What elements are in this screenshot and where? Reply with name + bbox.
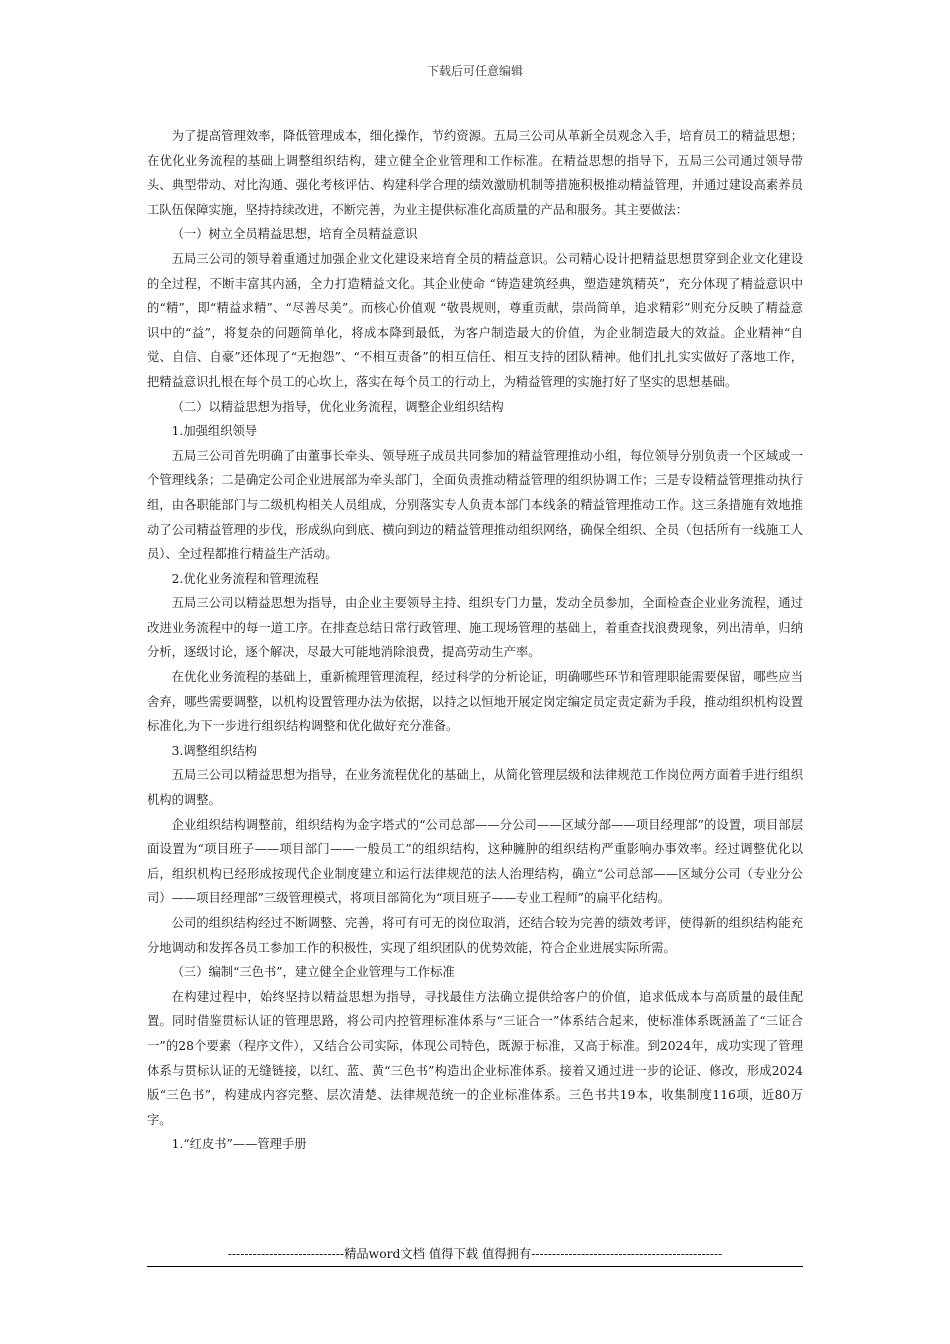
section-heading: （二）以精益思想为指导，优化业务流程，调整企业组织结构 [171,399,504,414]
section-heading: 1.加强组织领导 [171,424,258,439]
page-footer [147,1244,803,1267]
paragraph: 在构建过程中，始终坚持以精益思想为指导，寻找最佳方法确立提供给客户的价值，追求低成本与高质量的最佳配置。同时借鉴贯标认证的管理思路，将公司内控管理标准体系与“三证合一”体系结合起来，使标准体系既涵盖了“三证合一”的28个要素（程序文件），又结合公司实际，体现公司特色，既源于标准，又高于标准。到2024年，成功实现了管理体系与贯标认证的无缝链接，以红、蓝、黄“三色书”构造出企业标准体系。接着又通过进一步的论证、修改，形成2024版“三色书”，构建成内容完整、层次清楚、法律规范统一的企业标准体系。三色书共19本，收集制度116项，近80万字。 [147,989,803,1127]
footer-text: ----------------------------精品word文档 值得下载 值得拥有---------------------------------------------- [227,1247,723,1261]
paragraph: 五局三公司以精益思想为指导，在业务流程优化的基础上，从简化管理层级和法律规范工作岗位两方面着手进行组织机构的调整。 [147,768,803,808]
footer-rule [147,1266,803,1267]
paragraph: 五局三公司首先明确了由董事长牵头、领导班子成员共同参加的精益管理推动小组，每位领导分别负责一个区域或一个管理线条；二是确定公司企业进展部为牵头部门，全面负责推动精益管理的组织协调工作；三是专设精益管理推动执行组，由各职能部门与二级机构相关人员组成，分别落实专人负责本部门本线条的精益管理推动工作。这三条措施有效地推动了公司精益管理的步伐，形成纵向到底、横向到边的精益管理推动组织网络，确保全组织、全员（包括所有一线施工人员）、全过程都推行精益生产活动。 [147,448,803,562]
section-heading: 2.优化业务流程和管理流程 [171,571,319,586]
paragraph: 五局三公司的领导着重通过加强企业文化建设来培育全员的精益意识。公司精心设计把精益思想贯穿到企业文化建设的全过程，不断丰富其内涵，全力打造精益文化。其企业使命 “铸造建筑经典，塑造建筑精英”，充分体现了精益意识中的“精”，即“精益求精”、“尽善尽美”。而核心价值观 “敬畏规则，尊重贡献，崇尚简单，追求精彩”则充分反映了精益意识中的“益”，将复杂的问题简单化，将成本降到最低，为客户制造最大的价值，为企业制造最大的效益。企业精神“自觉、自信、自豪”还体现了“无抱怨”、“不相互责备”的相互信任、相互支持的团队精神。他们扎扎实实做好了落地工作，把精益意识扎根在每个员工的心坎上，落实在每个员工的行动上，为精益管理的实施打好了坚实的思想基础。 [147,251,803,389]
section-heading: （三）编制“三色书”，建立健全企业管理与工作标准 [171,965,455,980]
section-heading: 1.“红皮书”——管理手册 [171,1137,307,1152]
page-header: 下载后可任意编辑 [426,64,523,78]
section-heading: （一）树立全员精益思想，培育全员精益意识 [171,227,418,242]
paragraph: 在优化业务流程的基础上，重新梳理管理流程，经过科学的分析论证，明确哪些环节和管理职能需要保留，哪些应当舍弃，哪些需要调整，以机构设置管理办法为依据，以持之以恒地开展定岗定编定员定责定薪为手段，推动组织机构设置标准化,为下一步进行组织结构调整和优化做好充分准备。 [147,670,803,734]
paragraph: 为了提高管理效率，降低管理成本，细化操作，节约资源。五局三公司从革新全员观念入手，培育员工的精益思想；在优化业务流程的基础上调整组织结构，建立健全企业管理和工作标准。在精益思想的指导下，五局三公司通过领导带头、典型带动、对比沟通、强化考核评估、构建科学合理的绩效激励机制等措施积极推动精益管理，并通过建设高素养员工队伍保障实施，坚持持续改进，不断完善，为业主提供标准化高质量的产品和服务。其主要做法： [147,129,803,217]
paragraph: 五局三公司以精益思想为指导，由企业主要领导主持、组织专门力量，发动全员参加，全面检查企业业务流程，通过改进业务流程中的每一道工序。在排查总结日常行政管理、施工现场管理的基础上，着重查找浪费现象，列出清单，归纳分析，逐级讨论，逐个解决，尽最大可能地消除浪费，提高劳动生产率。 [147,596,803,660]
document-body [147,124,803,1157]
section-heading: 3.调整组织结构 [171,743,258,758]
paragraph: 企业组织结构调整前，组织结构为金字塔式的“公司总部——分公司——区域分部——项目经理部”的设置，项目部层面设置为“项目班子——项目部门——一般员工”的组织结构，这种臃肿的组织结构严重影响办事效率。经过调整优化以后，组织机构已经形成按现代企业制度建立和运行法律规范的法人治理结构，确立“公司总部——区域分公司（专业分公司）——项目经理部”三级管理模式，将项目部简化为“项目班子——专业工程师”的扁平化结构。 [147,817,803,906]
paragraph: 公司的组织结构经过不断调整、完善，将可有可无的岗位取消，还结合较为完善的绩效考评，使得新的组织结构能充分地调动和发挥各员工参加工作的积极性，实现了组织团队的优势效能，符合企业进展实际所需。 [147,916,803,955]
